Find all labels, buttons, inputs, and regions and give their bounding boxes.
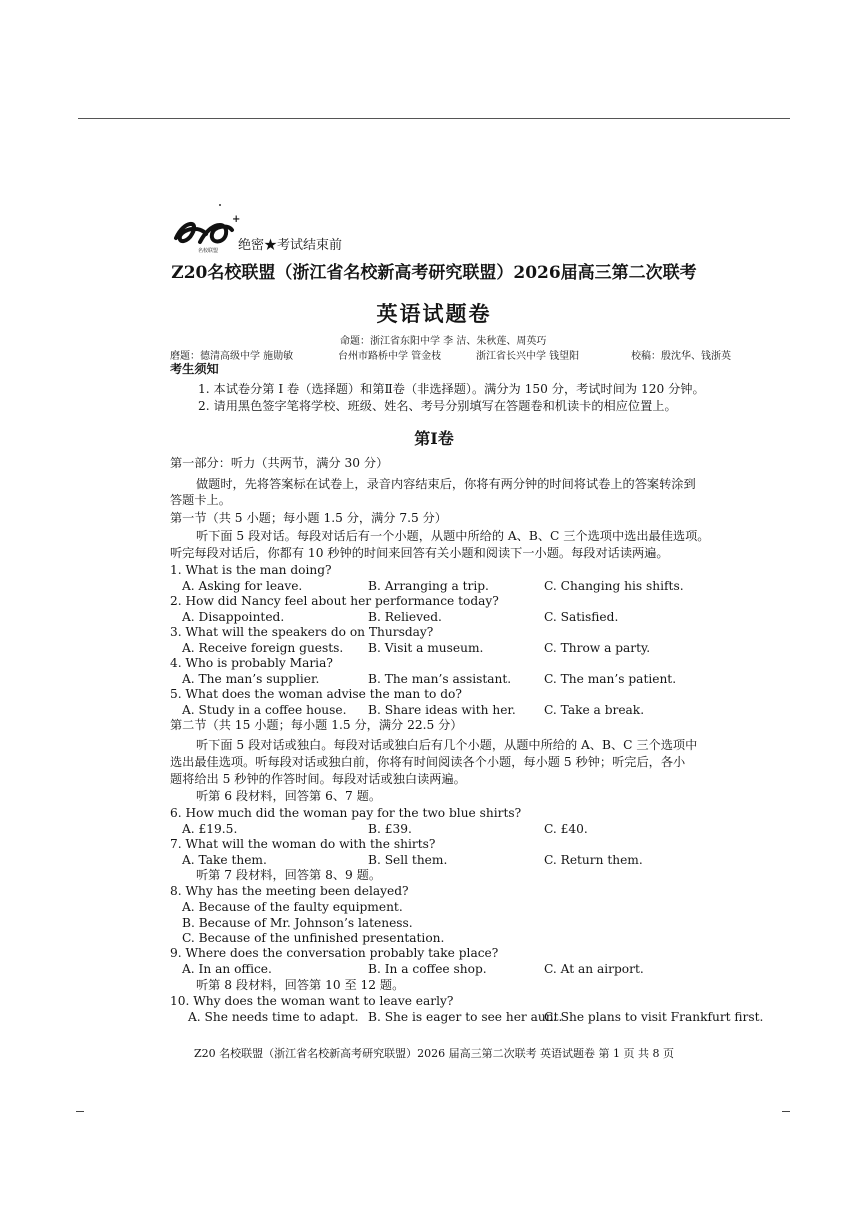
q3-option-c: C. Throw a party.	[544, 641, 651, 655]
q4-option-c: C. The man’s patient.	[544, 672, 677, 686]
question-7: 7. What will the woman do with the shirts?	[170, 837, 436, 851]
proofreaders: 校稿：殷沈华、钱浙英	[631, 351, 731, 362]
q8-option-c: C. Because of the unfinished presentation.	[182, 931, 445, 945]
section2-heading: 第二节（共 15 小题；每小题 1.5 分，满分 22.5 分）	[170, 718, 463, 732]
question-6: 6. How much did the woman pay for the two blue shirts?	[170, 806, 522, 820]
q9-option-b: B. In a coffee shop.	[368, 962, 487, 976]
authors-line: 命题：浙江省东阳中学 李 洁、朱秋莲、周英巧	[340, 336, 547, 347]
q2-option-c: C. Satisfied.	[544, 610, 619, 624]
notice-item-1: 1. 本试卷分第 I 卷（选择题）和第Ⅱ卷（非选择题）。满分为 150 分，考试时间为 120 分钟。	[198, 382, 705, 396]
material-note-8: 听第 8 段材料，回答第 10 至 12 题。	[196, 978, 405, 992]
page-footer: Z20 名校联盟（浙江省名校新高考研究联盟）2026 届高三第二次联考 英语试题卷 第 1 页 共 8 页	[193, 1047, 675, 1060]
part1-heading: 第一部分：听力（共两节，满分 30 分）	[170, 456, 389, 470]
q2-option-a: A. Disappointed.	[182, 610, 285, 624]
q4-option-a: A. The man’s supplier.	[182, 672, 320, 686]
section1-line-2: 听完每段对话后，你都有 10 秒钟的时间来回答有关小题和阅读下一小题。每段对话读两遍。	[170, 546, 669, 560]
part1-intro-line-1: 做题时，先将答案标在试卷上，录音内容结束后，你将有两分钟的时间将试卷上的答案转涂到	[196, 477, 696, 491]
svg-text:+: +	[232, 214, 241, 225]
q1-option-c: C. Changing his shifts.	[544, 579, 684, 593]
section1-line-1: 听下面 5 段对话。每段对话后有一个小题，从题中所给的 A、B、C 三个选项中选出最佳选项。	[196, 529, 710, 543]
exam-title: Z20名校联盟（浙江省名校新高考研究联盟）2026届高三第二次联考	[171, 263, 697, 283]
notice-heading: 考生须知	[170, 362, 219, 376]
scan-dot	[219, 204, 221, 206]
question-10: 10. Why does the woman want to leave early?	[170, 994, 454, 1008]
z20-logo-icon	[170, 212, 242, 256]
reviewer-1: 磨题：德清高级中学 施勋敏	[170, 351, 294, 362]
q1-option-b: B. Arranging a trip.	[368, 579, 489, 593]
part1-intro-line-2: 答题卡上。	[170, 493, 231, 507]
q3-option-b: B. Visit a museum.	[368, 641, 484, 655]
q5-option-c: C. Take a break.	[544, 703, 645, 717]
q7-option-a: A. Take them.	[182, 853, 267, 867]
q6-option-a: A. £19.5.	[182, 822, 238, 836]
q6-option-b: B. £39.	[368, 822, 412, 836]
material-note-6: 听第 6 段材料，回答第 6、7 题。	[196, 789, 382, 803]
question-4: 4. Who is probably Maria?	[170, 656, 333, 670]
secret-label: 绝密★考试结束前	[238, 238, 343, 253]
q6-option-c: C. £40.	[544, 822, 588, 836]
q4-option-b: B. The man’s assistant.	[368, 672, 512, 686]
q1-option-a: A. Asking for leave.	[182, 579, 303, 593]
q9-option-a: A. In an office.	[182, 962, 272, 976]
section-title: 第Ⅰ卷	[414, 429, 454, 448]
question-5: 5. What does the woman advise the man to do?	[170, 687, 462, 701]
section2-line-2: 选出最佳选项。听每段对话或独白前，你将有时间阅读各个小题，每小题 5 秒钟；听完后，各小	[170, 755, 686, 769]
section2-line-1: 听下面 5 段对话或独白。每段对话或独白后有几个小题，从题中所给的 A、B、C 三个选项中	[196, 738, 698, 752]
question-2: 2. How did Nancy feel about her performance today?	[170, 594, 499, 608]
q10-option-b: B. She is eager to see her aunt.	[368, 1010, 563, 1024]
top-rule	[78, 118, 790, 119]
section1-heading: 第一节（共 5 小题；每小题 1.5 分，满分 7.5 分）	[170, 511, 447, 525]
paper-title: 英语试题卷	[376, 301, 492, 326]
question-1: 1. What is the man doing?	[170, 563, 332, 577]
q9-option-c: C. At an airport.	[544, 962, 644, 976]
q7-option-b: B. Sell them.	[368, 853, 448, 867]
q8-option-a: A. Because of the faulty equipment.	[182, 900, 403, 914]
question-8: 8. Why has the meeting been delayed?	[170, 884, 409, 898]
right-edge-mark	[782, 1111, 790, 1112]
notice-item-2: 2. 请用黑色签字笔将学校、班级、姓名、考号分别填写在答题卷和机读卡的相应位置上。	[198, 399, 677, 413]
left-edge-mark	[76, 1111, 84, 1112]
svg-text:名校联盟: 名校联盟	[198, 248, 219, 254]
q10-option-c: C. She plans to visit Frankfurt first.	[544, 1010, 764, 1024]
question-3: 3. What will the speakers do on Thursday?	[170, 625, 434, 639]
q2-option-b: B. Relieved.	[368, 610, 442, 624]
q8-option-b: B. Because of Mr. Johnson’s lateness.	[182, 916, 413, 930]
q5-option-b: B. Share ideas with her.	[368, 703, 516, 717]
q10-option-a: A. She needs time to adapt.	[188, 1010, 359, 1024]
reviewer-3: 浙江省长兴中学 钱望阳	[476, 351, 580, 362]
section2-line-3: 题将给出 5 秒钟的作答时间。每段对话或独白读两遍。	[170, 772, 466, 786]
reviewer-2: 台州市路桥中学 管金枝	[338, 351, 442, 362]
q5-option-a: A. Study in a coffee house.	[182, 703, 347, 717]
q7-option-c: C. Return them.	[544, 853, 643, 867]
question-9: 9. Where does the conversation probably take place?	[170, 946, 499, 960]
q3-option-a: A. Receive foreign guests.	[182, 641, 344, 655]
material-note-7: 听第 7 段材料，回答第 8、9 题。	[196, 868, 382, 882]
